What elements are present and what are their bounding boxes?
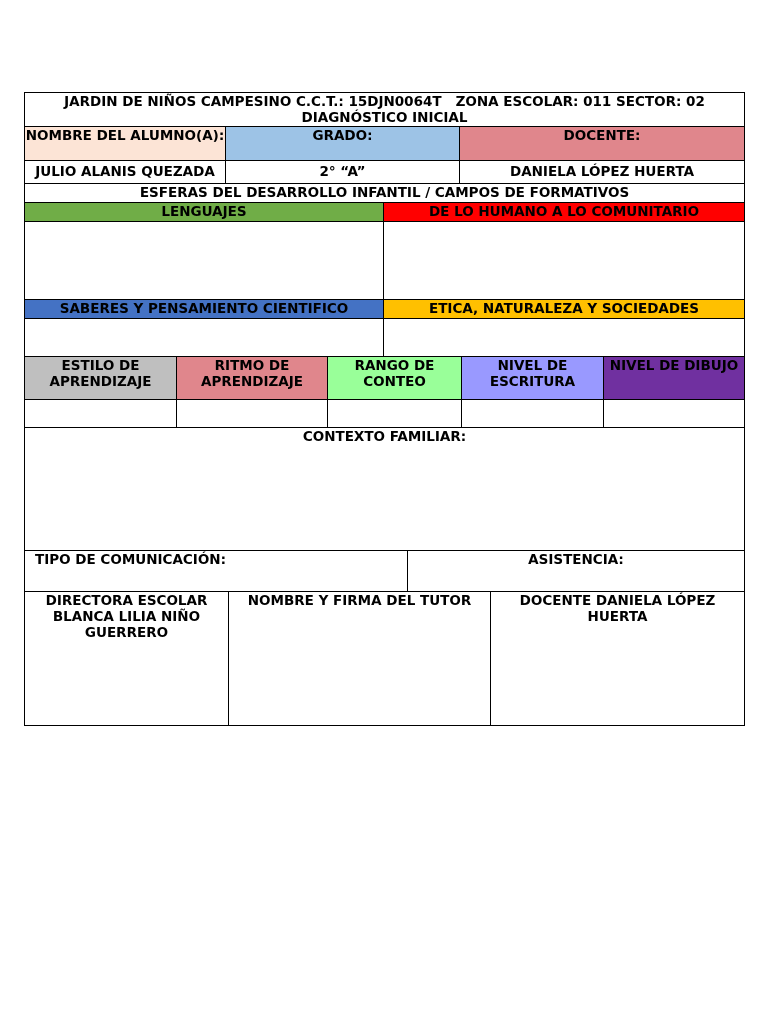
teacher-label: DOCENTE:: [459, 127, 744, 160]
family-context-row: [24, 428, 745, 551]
signatures-row: [24, 592, 745, 726]
escritura-entry[interactable]: [461, 400, 603, 427]
communication-row: [24, 551, 745, 592]
dibujo-entry[interactable]: [603, 400, 744, 427]
student-field-labels: [24, 127, 745, 161]
field-saberes: SABERES Y PENSAMIENTO CIENTIFICO: [25, 300, 383, 318]
form-header: [24, 92, 745, 127]
grade-value: 2° “A”: [225, 161, 459, 183]
trait-rango: RANGO DE CONTEO: [327, 357, 461, 399]
rango-entry[interactable]: [327, 400, 461, 427]
field-etica: ETICA, NATURALEZA Y SOCIEDADES: [383, 300, 744, 318]
traits-head-row: [24, 357, 745, 400]
grade-label: GRADO:: [225, 127, 459, 160]
lenguajes-entry[interactable]: [25, 222, 383, 299]
spheres-head-row-1: [24, 203, 745, 222]
tutor-signature: NOMBRE Y FIRMA DEL TUTOR: [228, 592, 490, 725]
traits-blank-row: [24, 400, 745, 428]
school-name: JARDIN DE NIÑOS CAMPESINO C.C.T.: 15DJN0064T: [64, 94, 442, 110]
student-name-value: JULIO ALANIS QUEZADA: [35, 164, 215, 180]
director-signature: DIRECTORA ESCOLAR BLANCA LILIA NIÑO GUERRERO: [45, 593, 208, 641]
family-context-label: CONTEXTO FAMILIAR:: [302, 429, 467, 445]
form-subtitle: DIAGNÓSTICO INICIAL: [301, 110, 468, 126]
form-title: [25, 93, 744, 126]
spheres-title-row: [24, 184, 745, 203]
spheres-blank-row-1: [24, 222, 745, 300]
trait-dibujo: NIVEL DE DIBUJO: [603, 357, 744, 399]
trait-ritmo: RITMO DE APRENDIZAJE: [176, 357, 327, 399]
communication-label: TIPO DE COMUNICACIÓN:: [35, 552, 226, 568]
field-humano-comunitario: DE LO HUMANO A LO COMUNITARIO: [383, 203, 744, 221]
student-field-values: [24, 161, 745, 184]
saberes-entry[interactable]: [25, 319, 383, 356]
trait-escritura: NIVEL DE ESCRITURA: [461, 357, 603, 399]
school-zone: ZONA ESCOLAR: 011 SECTOR: 02: [455, 94, 705, 110]
spheres-blank-row-2: [24, 319, 745, 357]
diagnostic-form: [24, 92, 745, 726]
spheres-head-row-2: [24, 300, 745, 319]
teacher-value: DANIELA LÓPEZ HUERTA: [459, 161, 744, 183]
humano-comunitario-entry[interactable]: [383, 222, 744, 299]
estilo-entry[interactable]: [25, 400, 176, 427]
field-lenguajes: LENGUAJES: [25, 203, 383, 221]
attendance-label: ASISTENCIA:: [407, 551, 744, 591]
student-name-label: NOMBRE DEL ALUMNO(A):: [25, 127, 225, 160]
ritmo-entry[interactable]: [176, 400, 327, 427]
teacher-signature: DOCENTE DANIELA LÓPEZ HUERTA: [490, 592, 744, 725]
etica-entry[interactable]: [383, 319, 744, 356]
spheres-title: ESFERAS DEL DESARROLLO INFANTIL / CAMPOS DE FORMATIVOS: [139, 185, 630, 201]
trait-estilo: ESTILO DE APRENDIZAJE: [25, 357, 176, 399]
